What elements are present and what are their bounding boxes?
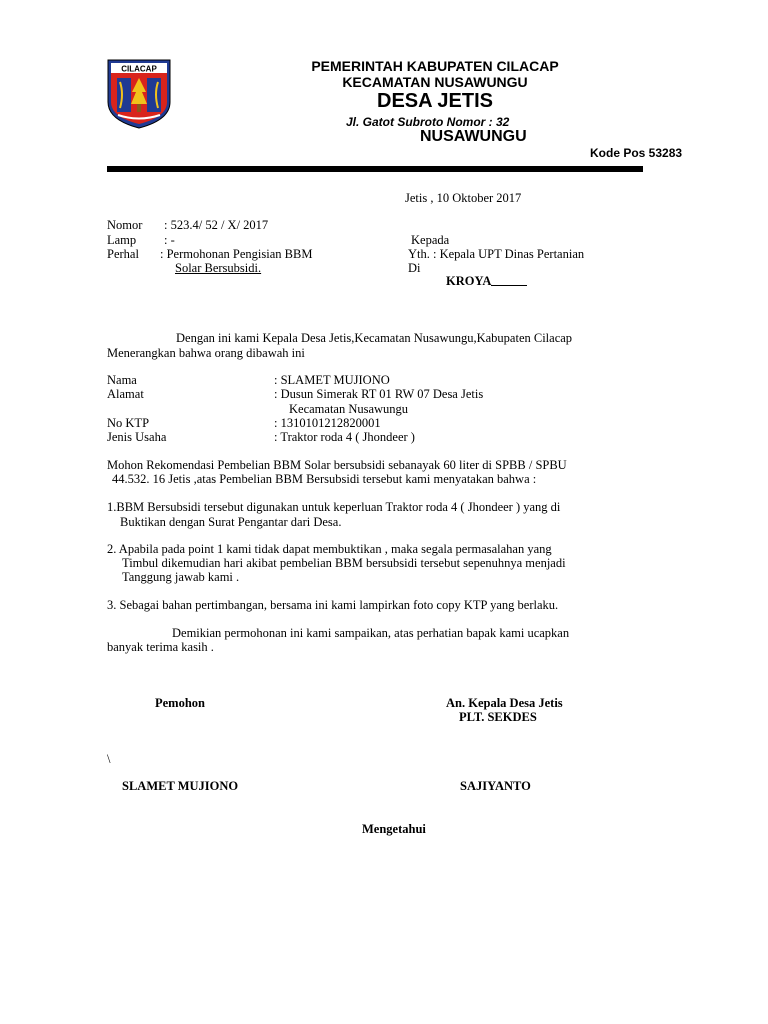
alamat-value: : Dusun Simerak RT 01 RW 07 Desa Jetis	[274, 387, 484, 401]
intro-line1: Dengan ini kami Kepala Desa Jetis,Kecamatan Nusawungu,Kabupaten Cilacap	[176, 331, 573, 345]
perhal-label: Perhal	[107, 247, 139, 261]
closing-line1: Demikian permohonan ini kami sampaikan, atas perhatian bapak kami ucapkan	[172, 626, 570, 640]
alamat-value-line2: Kecamatan Nusawungu	[289, 402, 409, 416]
point3-line1: 3. Sebagai bahan pertimbangan, bersama ini kami lampirkan foto copy KTP yang berlaku.	[107, 598, 559, 612]
signature-right-subtitle: PLT. SEKDES	[459, 710, 537, 724]
signature-right-title: An. Kepala Desa Jetis	[446, 696, 563, 710]
postal-code: Kode Pos 53283	[590, 146, 683, 160]
usaha-label: Jenis Usaha	[107, 430, 167, 444]
alamat-label: Alamat	[107, 387, 144, 401]
mengetahui-label: Mengetahui	[362, 822, 426, 836]
letterhead-district: NUSAWUNGU	[420, 128, 527, 145]
closing-line2: banyak terima kasih .	[107, 640, 214, 654]
cilacap-logo	[106, 58, 172, 130]
point2-line1: 2. Apabila pada point 1 kami tidak dapat membuktikan , maka segala permasalahan yang	[107, 542, 552, 556]
nama-value: : SLAMET MUJIONO	[274, 373, 390, 387]
intro-line2: Menerangkan bahwa orang dibawah ini	[107, 346, 305, 360]
letterhead-address: Jl. Gatot Subroto Nomor : 32	[346, 115, 510, 129]
usaha-value: : Traktor roda 4 ( Jhondeer )	[274, 430, 415, 444]
letterhead-village: DESA JETIS	[377, 90, 493, 112]
request-line2: 44.532. 16 Jetis ,atas Pembelian BBM Bersubsidi tersebut kami menyatakan bahwa :	[112, 472, 537, 486]
nomor-label: Nomor	[107, 218, 143, 232]
lamp-value: : -	[164, 233, 175, 247]
point1-line2: Buktikan dengan Surat Pengantar dari Desa.	[120, 515, 342, 529]
recipient-di: Di	[408, 261, 421, 275]
recipient-yth: Yth. : Kepala UPT Dinas Pertanian	[408, 247, 585, 261]
nomor-value: : 523.4/ 52 / X/ 2017	[164, 218, 269, 232]
nama-label: Nama	[107, 373, 137, 387]
point2-line2: Timbul dikemudian hari akibat pembelian BBM bersubsidi tersebut sepenuhnya menjadi	[122, 556, 566, 570]
recipient-city-text: KROYA	[446, 274, 492, 288]
svg-text:CILACAP: CILACAP	[121, 64, 157, 74]
perhal-value-line2: Solar Bersubsidi.	[175, 261, 262, 275]
ktp-value: : 1310101212820001	[274, 416, 381, 430]
letterhead-line1: PEMERINTAH KABUPATEN CILACAP	[311, 58, 559, 74]
point1-line1: 1.BBM Bersubsidi tersebut digunakan untuk keperluan Traktor roda 4 ( Jhondeer ) yang di	[107, 500, 561, 514]
letter-date: Jetis , 10 Oktober 2017	[405, 191, 522, 205]
lamp-label: Lamp	[107, 233, 137, 247]
point2-line3: Tanggung jawab kami .	[122, 570, 240, 584]
signature-left-name: SLAMET MUJIONO	[122, 779, 239, 793]
signature-right-name: SAJIYANTO	[460, 779, 531, 793]
request-line1: Mohon Rekomendasi Pembelian BBM Solar bersubsidi sebanayak 60 liter di SPBB / SPBU	[107, 458, 567, 472]
signature-left-title: Pemohon	[155, 696, 205, 710]
stray-backslash: \	[107, 752, 111, 766]
letterhead-line2: KECAMATAN NUSAWUNGU	[342, 74, 528, 90]
perhal-value: : Permohonan Pengisian BBM	[160, 247, 313, 261]
recipient-kepada: Kepada	[411, 233, 450, 247]
header-divider	[107, 166, 643, 172]
ktp-label: No KTP	[107, 416, 150, 430]
recipient-city	[446, 274, 527, 288]
